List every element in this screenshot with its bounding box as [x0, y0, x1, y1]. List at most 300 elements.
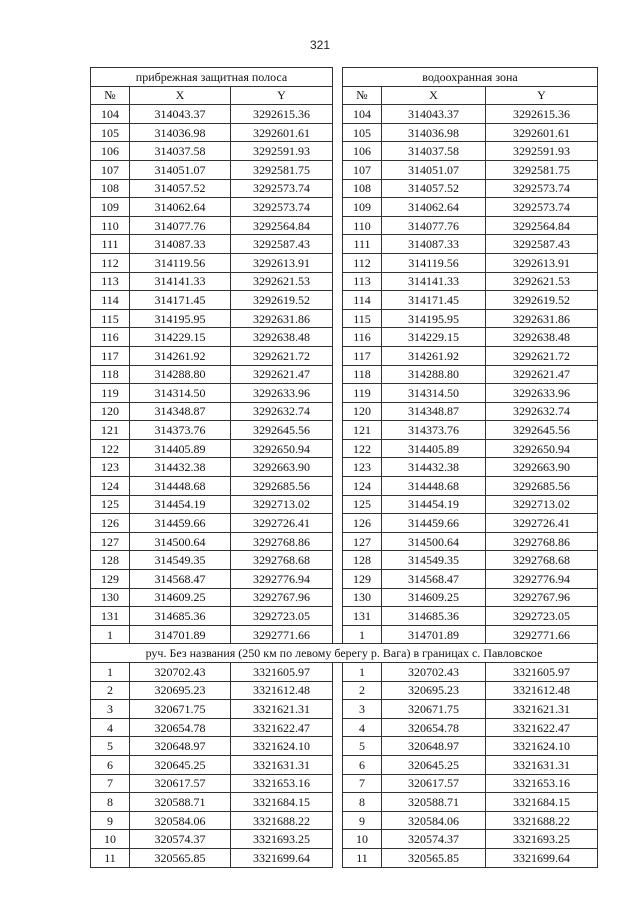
- column-gap: [333, 439, 343, 458]
- left-x-coordinate: 320588.71: [130, 793, 231, 812]
- right-point-number: 4: [343, 718, 382, 737]
- right-point-number: 119: [343, 384, 382, 403]
- left-x-coordinate: 314609.25: [130, 588, 231, 607]
- left-x-coordinate: 320645.25: [130, 755, 231, 774]
- left-header-number: №: [91, 86, 130, 105]
- column-gap: [333, 700, 343, 719]
- left-x-coordinate: 320671.75: [130, 700, 231, 719]
- left-y-coordinate: 3321605.97: [231, 663, 333, 682]
- right-y-coordinate: 3292768.68: [486, 551, 598, 570]
- table-row: [91, 458, 598, 477]
- right-y-coordinate: 3292633.96: [486, 384, 598, 403]
- section-title: руч. Без названия (250 км по левому берегу р. Вага) в границах с. Павловское: [91, 644, 598, 663]
- left-x-coordinate: 314685.36: [130, 607, 231, 626]
- right-x-coordinate: 314141.33: [382, 272, 486, 291]
- right-x-coordinate: 314405.89: [382, 439, 486, 458]
- left-x-coordinate: 320584.06: [130, 811, 231, 830]
- right-y-coordinate: 3292573.74: [486, 198, 598, 217]
- right-point-number: 5: [343, 737, 382, 756]
- left-y-coordinate: 3292581.75: [231, 160, 333, 179]
- table-row: [91, 570, 598, 589]
- left-point-number: 2: [91, 681, 130, 700]
- table-row: [91, 309, 598, 328]
- left-y-coordinate: 3321631.31: [231, 755, 333, 774]
- right-x-coordinate: 320645.25: [382, 755, 486, 774]
- left-point-number: 127: [91, 532, 130, 551]
- table-row: [91, 346, 598, 365]
- right-x-coordinate: 314261.92: [382, 346, 486, 365]
- left-x-coordinate: 320574.37: [130, 830, 231, 849]
- right-y-coordinate: 3292591.93: [486, 142, 598, 161]
- right-x-coordinate: 314087.33: [382, 235, 486, 254]
- left-x-coordinate: 314087.33: [130, 235, 231, 254]
- left-point-number: 128: [91, 551, 130, 570]
- right-x-coordinate: 320565.85: [382, 848, 486, 867]
- right-y-coordinate: 3321624.10: [486, 737, 598, 756]
- right-y-coordinate: 3321621.31: [486, 700, 598, 719]
- left-x-coordinate: 320702.43: [130, 663, 231, 682]
- column-gap: [333, 365, 343, 384]
- right-x-coordinate: 320648.97: [382, 737, 486, 756]
- right-x-coordinate: 314568.47: [382, 570, 486, 589]
- table-row: [91, 532, 598, 551]
- right-y-coordinate: 3292726.41: [486, 514, 598, 533]
- left-x-coordinate: 314036.98: [130, 123, 231, 142]
- right-y-coordinate: 3321653.16: [486, 774, 598, 793]
- column-gap: [333, 532, 343, 551]
- right-point-number: 111: [343, 235, 382, 254]
- table-row: [91, 551, 598, 570]
- left-x-coordinate: 314077.76: [130, 216, 231, 235]
- table-title-row: [91, 68, 598, 87]
- right-y-coordinate: 3292619.52: [486, 291, 598, 310]
- right-x-coordinate: 314119.56: [382, 253, 486, 272]
- left-y-coordinate: 3292631.86: [231, 309, 333, 328]
- left-point-number: 104: [91, 105, 130, 124]
- left-y-coordinate: 3292726.41: [231, 514, 333, 533]
- table-header-row: [91, 86, 598, 105]
- left-y-coordinate: 3321624.10: [231, 737, 333, 756]
- right-y-coordinate: 3292776.94: [486, 570, 598, 589]
- column-gap: [333, 105, 343, 124]
- left-point-number: 8: [91, 793, 130, 812]
- right-point-number: 128: [343, 551, 382, 570]
- column-gap: [333, 291, 343, 310]
- right-point-number: 112: [343, 253, 382, 272]
- right-point-number: 2: [343, 681, 382, 700]
- left-x-coordinate: 320695.23: [130, 681, 231, 700]
- column-gap: [333, 160, 343, 179]
- left-point-number: 119: [91, 384, 130, 403]
- left-x-coordinate: 314405.89: [130, 439, 231, 458]
- table-row: [91, 123, 598, 142]
- right-x-coordinate: 314373.76: [382, 421, 486, 440]
- left-x-coordinate: 320654.78: [130, 718, 231, 737]
- right-y-coordinate: 3292587.43: [486, 235, 598, 254]
- right-point-number: 130: [343, 588, 382, 607]
- left-x-coordinate: 314062.64: [130, 198, 231, 217]
- right-point-number: 114: [343, 291, 382, 310]
- left-point-number: 11: [91, 848, 130, 867]
- left-x-coordinate: 314171.45: [130, 291, 231, 310]
- right-point-number: 107: [343, 160, 382, 179]
- right-y-coordinate: 3292771.66: [486, 625, 598, 644]
- column-gap: [333, 179, 343, 198]
- table-row: [91, 272, 598, 291]
- right-x-coordinate: 320584.06: [382, 811, 486, 830]
- left-y-coordinate: 3292632.74: [231, 402, 333, 421]
- right-y-coordinate: 3292650.94: [486, 439, 598, 458]
- right-y-coordinate: 3321688.22: [486, 811, 598, 830]
- table-row: [91, 291, 598, 310]
- right-y-coordinate: 3321699.64: [486, 848, 598, 867]
- column-gap: [333, 755, 343, 774]
- left-y-coordinate: 3292650.94: [231, 439, 333, 458]
- right-point-number: 127: [343, 532, 382, 551]
- right-x-coordinate: 314171.45: [382, 291, 486, 310]
- left-point-number: 114: [91, 291, 130, 310]
- right-table-title: водоохранная зона: [343, 68, 598, 87]
- right-x-coordinate: 320695.23: [382, 681, 486, 700]
- right-x-coordinate: 314432.38: [382, 458, 486, 477]
- right-y-coordinate: 3321684.15: [486, 793, 598, 812]
- right-point-number: 104: [343, 105, 382, 124]
- left-y-coordinate: 3321622.47: [231, 718, 333, 737]
- right-y-coordinate: 3292713.02: [486, 495, 598, 514]
- left-y-coordinate: 3292601.61: [231, 123, 333, 142]
- left-y-coordinate: 3292723.05: [231, 607, 333, 626]
- left-point-number: 5: [91, 737, 130, 756]
- table-row: [91, 477, 598, 496]
- table-row: [91, 793, 598, 812]
- left-y-coordinate: 3321612.48: [231, 681, 333, 700]
- left-x-coordinate: 314549.35: [130, 551, 231, 570]
- right-y-coordinate: 3321612.48: [486, 681, 598, 700]
- left-point-number: 129: [91, 570, 130, 589]
- left-point-number: 117: [91, 346, 130, 365]
- right-header-x: X: [382, 86, 486, 105]
- left-y-coordinate: 3292615.36: [231, 105, 333, 124]
- table-row: [91, 198, 598, 217]
- left-point-number: 7: [91, 774, 130, 793]
- left-x-coordinate: 314448.68: [130, 477, 231, 496]
- left-y-coordinate: 3292768.68: [231, 551, 333, 570]
- left-point-number: 10: [91, 830, 130, 849]
- right-x-coordinate: 314448.68: [382, 477, 486, 496]
- left-x-coordinate: 314454.19: [130, 495, 231, 514]
- left-y-coordinate: 3292564.84: [231, 216, 333, 235]
- left-x-coordinate: 314701.89: [130, 625, 231, 644]
- right-x-coordinate: 314459.66: [382, 514, 486, 533]
- right-point-number: 121: [343, 421, 382, 440]
- left-y-coordinate: 3321621.31: [231, 700, 333, 719]
- right-point-number: 1: [343, 663, 382, 682]
- right-x-coordinate: 314051.07: [382, 160, 486, 179]
- right-point-number: 117: [343, 346, 382, 365]
- table-row: [91, 142, 598, 161]
- table-row: [91, 495, 598, 514]
- column-gap: [333, 737, 343, 756]
- right-point-number: 3: [343, 700, 382, 719]
- table-row: [91, 253, 598, 272]
- table-row: [91, 384, 598, 403]
- column-gap: [333, 272, 343, 291]
- right-point-number: 110: [343, 216, 382, 235]
- right-point-number: 123: [343, 458, 382, 477]
- table-row: [91, 755, 598, 774]
- left-y-coordinate: 3321684.15: [231, 793, 333, 812]
- left-x-coordinate: 320565.85: [130, 848, 231, 867]
- left-point-number: 112: [91, 253, 130, 272]
- column-gap: [333, 384, 343, 403]
- left-x-coordinate: 314043.37: [130, 105, 231, 124]
- table-row: [91, 179, 598, 198]
- left-y-coordinate: 3292573.74: [231, 198, 333, 217]
- right-x-coordinate: 314229.15: [382, 328, 486, 347]
- column-gap: [333, 588, 343, 607]
- left-y-coordinate: 3292768.86: [231, 532, 333, 551]
- left-header-y: Y: [231, 86, 333, 105]
- right-x-coordinate: 314036.98: [382, 123, 486, 142]
- table-row: [91, 607, 598, 626]
- column-gap: [333, 663, 343, 682]
- right-x-coordinate: 320574.37: [382, 830, 486, 849]
- right-y-coordinate: 3292581.75: [486, 160, 598, 179]
- right-y-coordinate: 3292573.74: [486, 179, 598, 198]
- left-x-coordinate: 314459.66: [130, 514, 231, 533]
- right-point-number: 125: [343, 495, 382, 514]
- right-x-coordinate: 314701.89: [382, 625, 486, 644]
- left-point-number: 105: [91, 123, 130, 142]
- left-point-number: 108: [91, 179, 130, 198]
- section-title-row: [91, 644, 598, 663]
- right-x-coordinate: 314077.76: [382, 216, 486, 235]
- right-x-coordinate: 314348.87: [382, 402, 486, 421]
- table-row: [91, 700, 598, 719]
- column-gap: [333, 123, 343, 142]
- left-x-coordinate: 314568.47: [130, 570, 231, 589]
- column-gap: [333, 458, 343, 477]
- table-row: [91, 105, 598, 124]
- right-point-number: 1: [343, 625, 382, 644]
- left-y-coordinate: 3292621.53: [231, 272, 333, 291]
- left-x-coordinate: 314195.95: [130, 309, 231, 328]
- column-gap: [333, 774, 343, 793]
- table-row: [91, 588, 598, 607]
- right-point-number: 122: [343, 439, 382, 458]
- column-gap: [333, 495, 343, 514]
- left-point-number: 130: [91, 588, 130, 607]
- right-x-coordinate: 314043.37: [382, 105, 486, 124]
- left-point-number: 1: [91, 625, 130, 644]
- table-row: [91, 439, 598, 458]
- table-row: [91, 830, 598, 849]
- left-y-coordinate: 3292685.56: [231, 477, 333, 496]
- right-y-coordinate: 3292632.74: [486, 402, 598, 421]
- left-x-coordinate: 320648.97: [130, 737, 231, 756]
- table-row: [91, 365, 598, 384]
- left-point-number: 1: [91, 663, 130, 682]
- left-y-coordinate: 3292771.66: [231, 625, 333, 644]
- left-y-coordinate: 3321653.16: [231, 774, 333, 793]
- column-gap: [333, 607, 343, 626]
- right-x-coordinate: 320671.75: [382, 700, 486, 719]
- left-x-coordinate: 314261.92: [130, 346, 231, 365]
- column-gap: [333, 514, 343, 533]
- left-y-coordinate: 3292619.52: [231, 291, 333, 310]
- column-gap: [333, 216, 343, 235]
- table-row: [91, 402, 598, 421]
- right-point-number: 118: [343, 365, 382, 384]
- right-y-coordinate: 3292723.05: [486, 607, 598, 626]
- right-y-coordinate: 3292663.90: [486, 458, 598, 477]
- right-y-coordinate: 3292631.86: [486, 309, 598, 328]
- column-gap: [333, 570, 343, 589]
- column-gap: [333, 848, 343, 867]
- right-x-coordinate: 320588.71: [382, 793, 486, 812]
- column-gap: [333, 718, 343, 737]
- right-y-coordinate: 3292601.61: [486, 123, 598, 142]
- right-point-number: 116: [343, 328, 382, 347]
- left-point-number: 120: [91, 402, 130, 421]
- right-point-number: 120: [343, 402, 382, 421]
- right-y-coordinate: 3292613.91: [486, 253, 598, 272]
- left-y-coordinate: 3292587.43: [231, 235, 333, 254]
- left-x-coordinate: 314057.52: [130, 179, 231, 198]
- right-x-coordinate: 314314.50: [382, 384, 486, 403]
- left-point-number: 131: [91, 607, 130, 626]
- right-x-coordinate: 314288.80: [382, 365, 486, 384]
- left-point-number: 124: [91, 477, 130, 496]
- right-y-coordinate: 3292645.56: [486, 421, 598, 440]
- left-y-coordinate: 3321688.22: [231, 811, 333, 830]
- table-row: [91, 718, 598, 737]
- table-row: [91, 737, 598, 756]
- left-y-coordinate: 3292621.47: [231, 365, 333, 384]
- right-point-number: 113: [343, 272, 382, 291]
- left-x-coordinate: 314119.56: [130, 253, 231, 272]
- left-point-number: 9: [91, 811, 130, 830]
- column-gap: [333, 681, 343, 700]
- left-y-coordinate: 3292645.56: [231, 421, 333, 440]
- right-header-y: Y: [486, 86, 598, 105]
- left-y-coordinate: 3292767.96: [231, 588, 333, 607]
- table-row: [91, 811, 598, 830]
- left-x-coordinate: 314432.38: [130, 458, 231, 477]
- right-point-number: 8: [343, 793, 382, 812]
- left-x-coordinate: 314229.15: [130, 328, 231, 347]
- left-y-coordinate: 3292776.94: [231, 570, 333, 589]
- column-gap: [333, 253, 343, 272]
- left-point-number: 116: [91, 328, 130, 347]
- right-point-number: 115: [343, 309, 382, 328]
- left-y-coordinate: 3292573.74: [231, 179, 333, 198]
- left-x-coordinate: 314373.76: [130, 421, 231, 440]
- left-x-coordinate: 314348.87: [130, 402, 231, 421]
- column-gap: [333, 198, 343, 217]
- right-x-coordinate: 314500.64: [382, 532, 486, 551]
- right-y-coordinate: 3321622.47: [486, 718, 598, 737]
- left-y-coordinate: 3292713.02: [231, 495, 333, 514]
- table-row: [91, 774, 598, 793]
- right-x-coordinate: 314549.35: [382, 551, 486, 570]
- table-row: [91, 216, 598, 235]
- column-gap: [333, 477, 343, 496]
- column-gap: [333, 68, 343, 87]
- column-gap: [333, 328, 343, 347]
- left-x-coordinate: 314500.64: [130, 532, 231, 551]
- right-y-coordinate: 3292621.47: [486, 365, 598, 384]
- right-y-coordinate: 3292685.56: [486, 477, 598, 496]
- left-y-coordinate: 3321699.64: [231, 848, 333, 867]
- table-row: [91, 421, 598, 440]
- left-point-number: 123: [91, 458, 130, 477]
- left-point-number: 6: [91, 755, 130, 774]
- left-x-coordinate: 314051.07: [130, 160, 231, 179]
- right-y-coordinate: 3292768.86: [486, 532, 598, 551]
- table-row: [91, 681, 598, 700]
- column-gap: [333, 235, 343, 254]
- left-point-number: 110: [91, 216, 130, 235]
- right-y-coordinate: 3321605.97: [486, 663, 598, 682]
- table-row: [91, 235, 598, 254]
- right-header-number: №: [343, 86, 382, 105]
- right-y-coordinate: 3292621.53: [486, 272, 598, 291]
- left-y-coordinate: 3292638.48: [231, 328, 333, 347]
- right-x-coordinate: 320654.78: [382, 718, 486, 737]
- right-x-coordinate: 314037.58: [382, 142, 486, 161]
- right-y-coordinate: 3292638.48: [486, 328, 598, 347]
- coordinates-table: [90, 67, 598, 868]
- right-point-number: 126: [343, 514, 382, 533]
- column-gap: [333, 625, 343, 644]
- left-x-coordinate: 314037.58: [130, 142, 231, 161]
- column-gap: [333, 142, 343, 161]
- right-y-coordinate: 3292621.72: [486, 346, 598, 365]
- left-table-title: прибрежная защитная полоса: [91, 68, 333, 87]
- left-point-number: 106: [91, 142, 130, 161]
- right-x-coordinate: 314609.25: [382, 588, 486, 607]
- table-row: [91, 663, 598, 682]
- column-gap: [333, 402, 343, 421]
- right-point-number: 105: [343, 123, 382, 142]
- left-point-number: 125: [91, 495, 130, 514]
- column-gap: [333, 86, 343, 105]
- right-y-coordinate: 3321631.31: [486, 755, 598, 774]
- left-point-number: 122: [91, 439, 130, 458]
- table-row: [91, 514, 598, 533]
- left-y-coordinate: 3292591.93: [231, 142, 333, 161]
- left-point-number: 3: [91, 700, 130, 719]
- right-y-coordinate: 3292615.36: [486, 105, 598, 124]
- right-y-coordinate: 3292767.96: [486, 588, 598, 607]
- left-point-number: 107: [91, 160, 130, 179]
- right-x-coordinate: 314685.36: [382, 607, 486, 626]
- right-x-coordinate: 320617.57: [382, 774, 486, 793]
- column-gap: [333, 551, 343, 570]
- left-x-coordinate: 320617.57: [130, 774, 231, 793]
- left-point-number: 118: [91, 365, 130, 384]
- left-point-number: 126: [91, 514, 130, 533]
- right-y-coordinate: 3292564.84: [486, 216, 598, 235]
- right-y-coordinate: 3321693.25: [486, 830, 598, 849]
- left-point-number: 115: [91, 309, 130, 328]
- right-point-number: 106: [343, 142, 382, 161]
- right-point-number: 129: [343, 570, 382, 589]
- column-gap: [333, 421, 343, 440]
- column-gap: [333, 811, 343, 830]
- right-point-number: 131: [343, 607, 382, 626]
